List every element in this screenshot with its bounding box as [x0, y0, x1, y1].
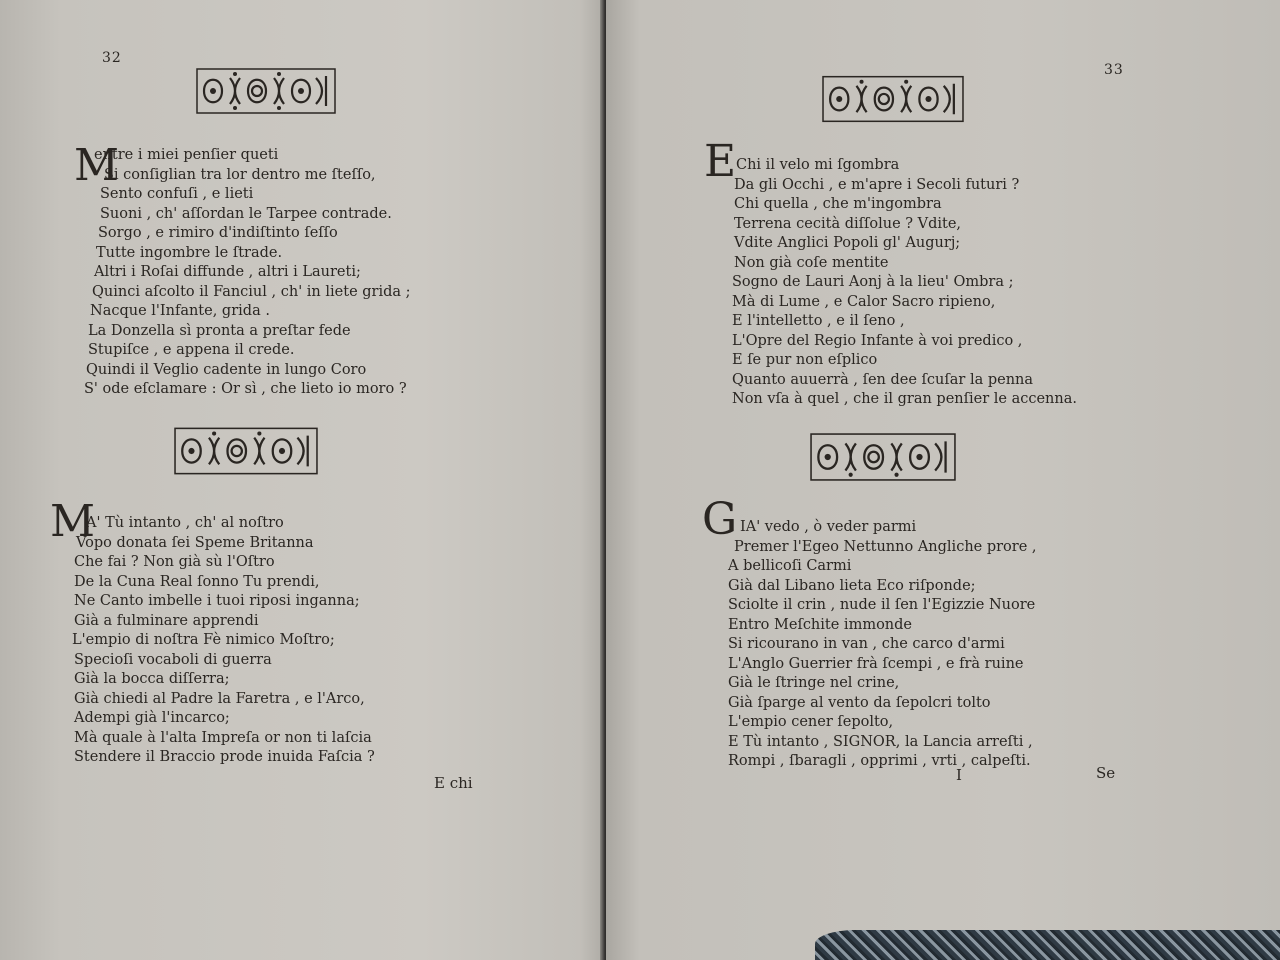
verse-line: Specioſi vocaboli di guerra [74, 651, 272, 668]
verse-line: Stupiſce , e appena il crede. [88, 342, 295, 358]
verse-line: Quanto auuerrà , ſen dee ſcuſar la penna [732, 371, 1034, 388]
verse-line: Vdite Anglici Popoli gl' Augurj; [734, 235, 961, 251]
page-number-right: 33 [1104, 62, 1124, 78]
ornamental-headpiece-icon [822, 74, 964, 124]
verse-line: Terrena cecità diſſolue ? Vdite, [734, 215, 962, 232]
verse-line: Vopo donata ſei Speme Britanna [76, 534, 314, 551]
verse-line: L'empio di noſtra Fè nimico Moſtro; [72, 632, 335, 648]
verse-line: Già la bocca diſſerra; [74, 671, 230, 687]
verse-line: Già chiedi al Padre la Faretra , e l'Arco, [74, 690, 365, 707]
verse-line: Altri i Roſai diffunde , altri i Laureti; [94, 264, 361, 280]
verse-line: Chi il velo mi ſgombra [736, 157, 900, 173]
drop-cap: M [50, 496, 96, 547]
ornamental-headpiece-icon [196, 68, 336, 114]
verse-line: Da gli Occhi , e m'apre i Secoli futuri ? [734, 176, 1020, 193]
verse-line: De la Cuna Real ſonno Tu prendi, [74, 573, 320, 590]
verse-line: Nacque l'Infante, grida . [90, 303, 270, 319]
verse-line: Già ſparge al vento da ſepolcri tolto [728, 694, 991, 711]
catchword-left: E chi [434, 774, 473, 792]
ornamental-headpiece-icon [174, 426, 318, 476]
signature-mark: I [956, 766, 962, 784]
verse-line: Già dal Libano lieta Eco riſponde; [728, 577, 976, 594]
verse-line: Ne Canto imbelle i tuoi riposi inganna; [74, 593, 360, 609]
verse-line: Adempi già l'incarco; [74, 710, 230, 726]
verse-line: Quinci aſcolto il Fanciul , ch' in liete grida ; [92, 283, 411, 300]
drop-cap: G [702, 494, 738, 545]
verse-line: Si conſiglian tra lor dentro me ſteſſo, [104, 166, 376, 183]
stanza [84, 146, 411, 400]
verse-line: E l'intelletto , e il ſeno , [732, 313, 905, 329]
stanza [72, 514, 375, 768]
verse-line: entre i miei penſier queti [94, 147, 279, 163]
stanza [732, 156, 1077, 410]
verse-line: Tutte ingombre le ſtrade. [96, 244, 283, 261]
page-number-left: 32 [102, 50, 122, 66]
verse-line: Si ricourano in van , che carco d'armi [728, 636, 1005, 652]
verse-line: Sorgo , e rimiro d'indiſtinto ſeſſo [98, 225, 338, 241]
right-page [606, 0, 1280, 960]
verse-line: E Tù intanto , SIGNOR, la Lancia arreſti , [728, 733, 1033, 750]
verse-line: Sciolte il crin , nude il ſen l'Egizzie Nuore [728, 597, 1036, 613]
verse-line: Mà quale à l'alta Impreſa or non ti laſcia [74, 729, 372, 746]
verse-line: E ſe pur non eſplico [732, 352, 878, 368]
fabric-edge [815, 930, 1280, 960]
verse-line: Non già coſe mentite [734, 254, 889, 271]
verse-line: Sogno de Lauri Aonj à la lieu' Ombra ; [732, 274, 1014, 290]
verse-line: L'Anglo Guerrier frà ſcempi , e frà ruine [728, 655, 1024, 672]
stanza [728, 518, 1037, 772]
catchword-right: Se [1096, 764, 1116, 782]
verse-line: Già a fulminare apprendi [74, 612, 259, 629]
verse-line: A' Tù intanto , ch' al noſtro [86, 515, 284, 531]
verse-line: Non vſa à quel , che il gran penſier le accenna. [732, 391, 1077, 407]
verse-line: S' ode eſclamare : Or sì , che lieto io moro ? [84, 381, 407, 397]
verse-line: Sento confuſi , e lieti [100, 186, 254, 202]
verse-line: Che fai ? Non già sù l'Oſtro [74, 554, 275, 570]
verse-line: Chi quella , che m'ingombra [734, 196, 942, 212]
verse-line: Stendere il Braccio prode inuida Faſcia ? [74, 749, 375, 765]
verse-line: Rompi , ſbaragli , opprimi , vrti , calpeſti. [728, 753, 1031, 769]
left-page [0, 0, 604, 960]
verse-line: Entro Meſchite immonde [728, 616, 912, 633]
verse-line: Quindi il Veglio cadente in lungo Coro [86, 361, 367, 378]
drop-cap: M [74, 140, 120, 191]
verse-line: La Donzella sì pronta a preſtar fede [88, 322, 351, 339]
verse-line: Suoni , ch' aſſordan le Tarpee contrade. [100, 205, 392, 222]
verse-line: Mà di Lume , e Calor Sacro ripieno, [732, 293, 996, 310]
verse-line: Premer l'Egeo Nettunno Angliche prore , [734, 538, 1037, 555]
verse-line: L'Opre del Regio Infante à voi predico , [732, 332, 1023, 349]
verse-line: Già le ſtringe nel crine, [728, 675, 900, 691]
verse-line: L'empio cener ſepolto, [728, 714, 894, 730]
verse-line: IA' vedo , ò veder parmi [740, 519, 917, 535]
verse-line: A bellicoſi Carmi [728, 558, 852, 574]
drop-cap: E [704, 136, 737, 187]
ornamental-headpiece-icon [810, 432, 956, 482]
